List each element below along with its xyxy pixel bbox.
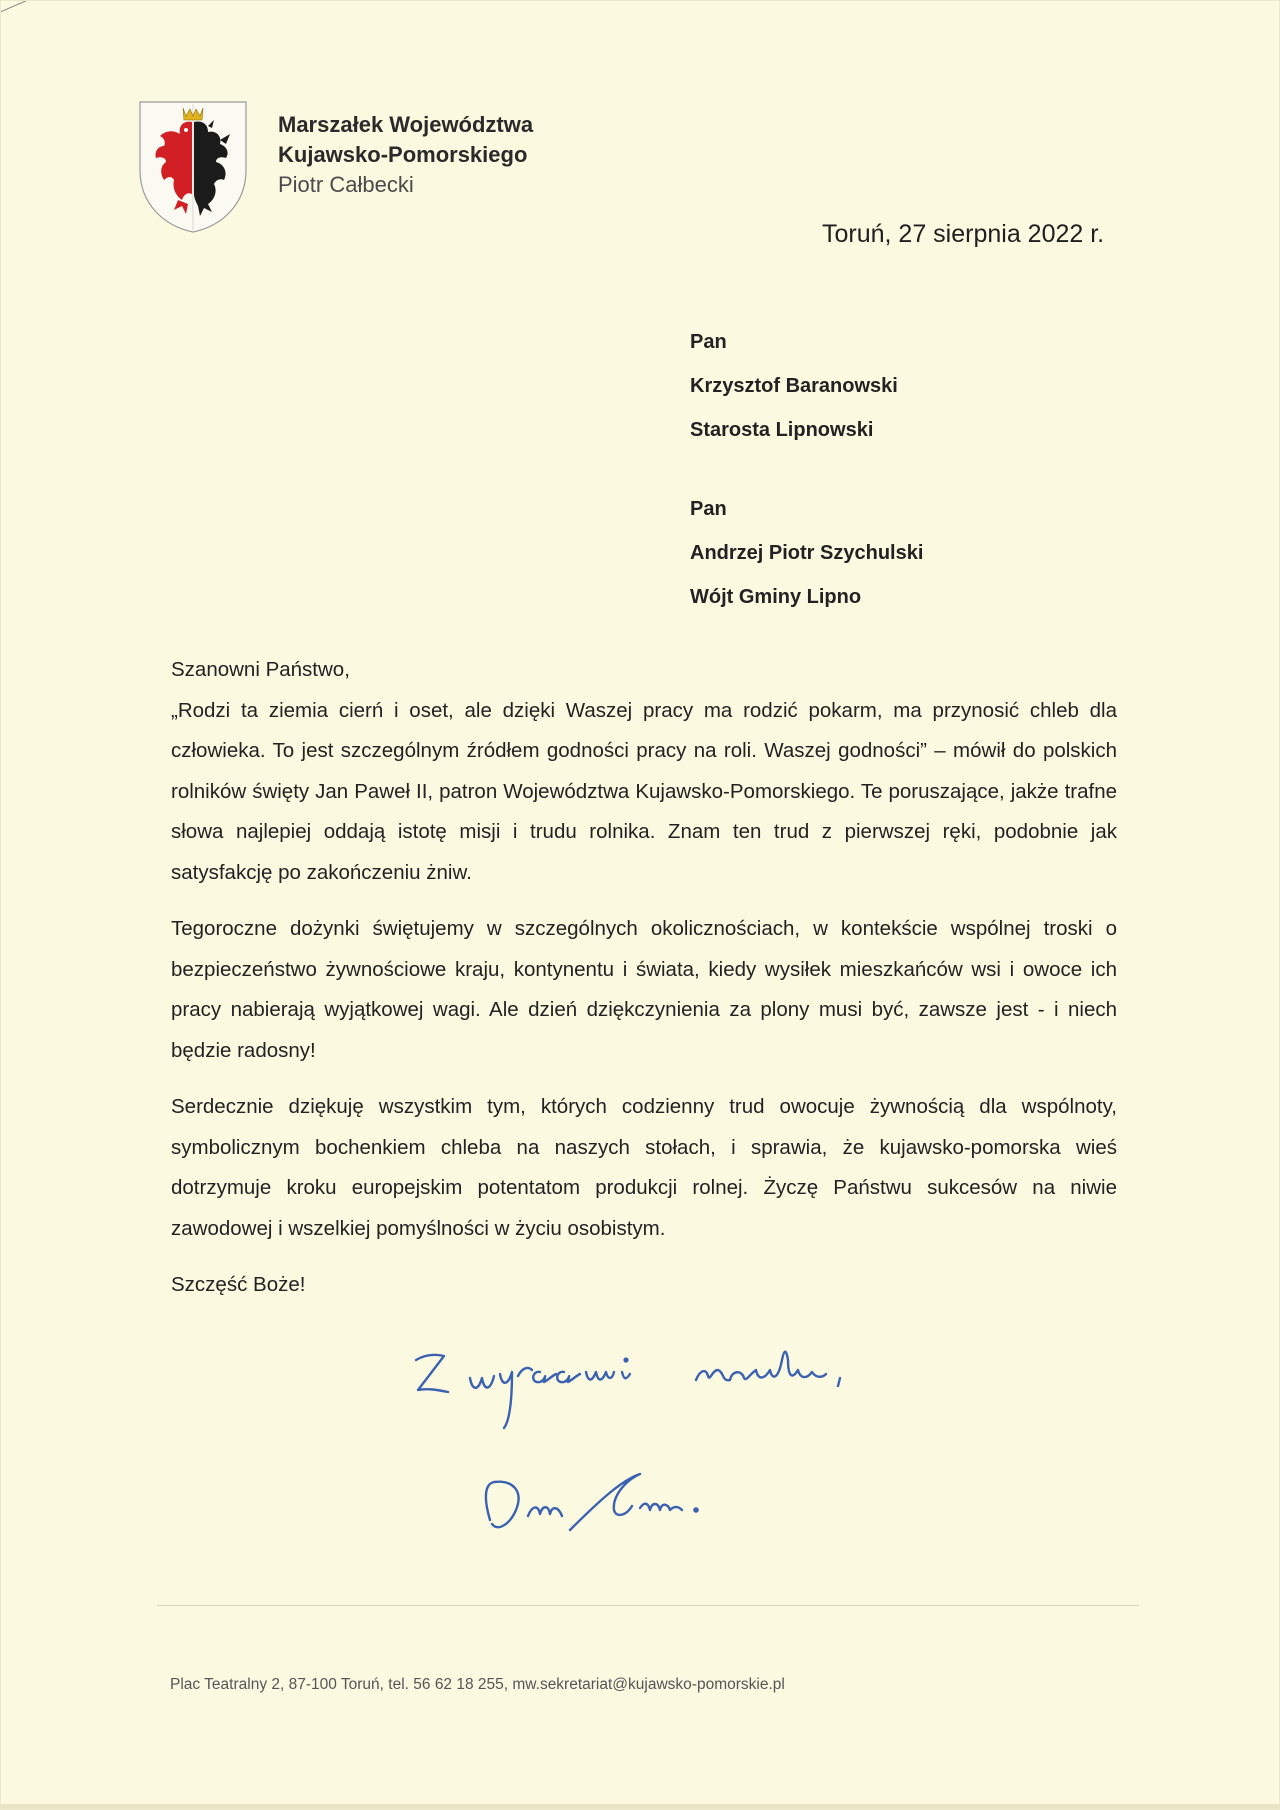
sender-org-line2: Kujawsko-Pomorskiego	[278, 142, 528, 167]
recipient-salutation: Pan	[690, 498, 727, 520]
recipients-block	[690, 320, 923, 654]
scan-corner-mark	[0, 0, 30, 30]
body-paragraph: „Rodzi ta ziemia cierń i oset, ale dzięki Waszej pracy ma rodzić pokarm, ma przynosić chleb dla człowieka. To jest szczególnym źródłem godności pracy na roli. Waszej godności” – mówił do polskich rolników święty Jan Paweł II, patron Województwa Kujawsko-Pomorskiego. Te poruszające, jakże trafne słowa najlepiej oddają istotę misji i trudu rolnika. Znam ten trud z pierwszej ręki, podobnie jak satysfakcję po zakończeniu żniw.	[171, 698, 1117, 884]
letter-closing: Szczęść Boże!	[171, 1273, 306, 1296]
footer-divider	[157, 1605, 1139, 1606]
kujawsko-pomorskie-coat-of-arms-icon	[138, 100, 248, 234]
letter-date: Toruń, 27 sierpnia 2022 r.	[822, 220, 1105, 248]
footer-address: Plac Teatralny 2, 87-100 Toruń, tel. 56 62 18 255, mw.sekretariat@kujawsko-pomorskie.pl	[170, 1676, 785, 1693]
recipient	[690, 320, 923, 452]
recipient-title: Starosta Lipnowski	[690, 419, 874, 441]
recipient-name: Krzysztof Baranowski	[690, 375, 898, 397]
sender-block	[278, 110, 533, 200]
body-paragraph: Tegoroczne dożynki świętujemy w szczególnych okolicznościach, w kontekście wspólnej troski o bezpieczeństwo żywnościowe kraju, kontynentu i świata, kiedy wysiłek mieszkańców wsi i owoce ich pracy nabierają wyjątkowej wagi. Ale dzień dziękczynienia za plony musi być, zawsze jest - i niech będzie radosny!	[171, 917, 1117, 1062]
recipient-name: Andrzej Piotr Szychulski	[690, 542, 924, 564]
recipient-salutation: Pan	[690, 331, 727, 353]
sender-org-line1: Marszałek Województwa	[278, 112, 534, 137]
recipient	[690, 487, 923, 619]
sender-person-name: Piotr Całbecki	[278, 172, 414, 197]
body-paragraph: Serdecznie dziękuję wszystkim tym, których codzienny trud owocuje żywnością dla wspólnoty, symbolicznym bochenkiem chleba na naszych stołach, i sprawia, że kujawsko-pomorska wieś dotrzymuje kroku europejskim potentatom produkcji rolnej. Życzę Państwu sukcesów na niwie zawodowej i wszelkiej pomyślności w życiu osobistym.	[171, 1095, 1117, 1240]
letter-salutation: Szanowni Państwo,	[171, 658, 350, 681]
recipient-title: Wójt Gminy Lipno	[690, 586, 862, 608]
letter-body	[171, 650, 1117, 1322]
handwritten-signature-icon	[400, 1320, 960, 1570]
